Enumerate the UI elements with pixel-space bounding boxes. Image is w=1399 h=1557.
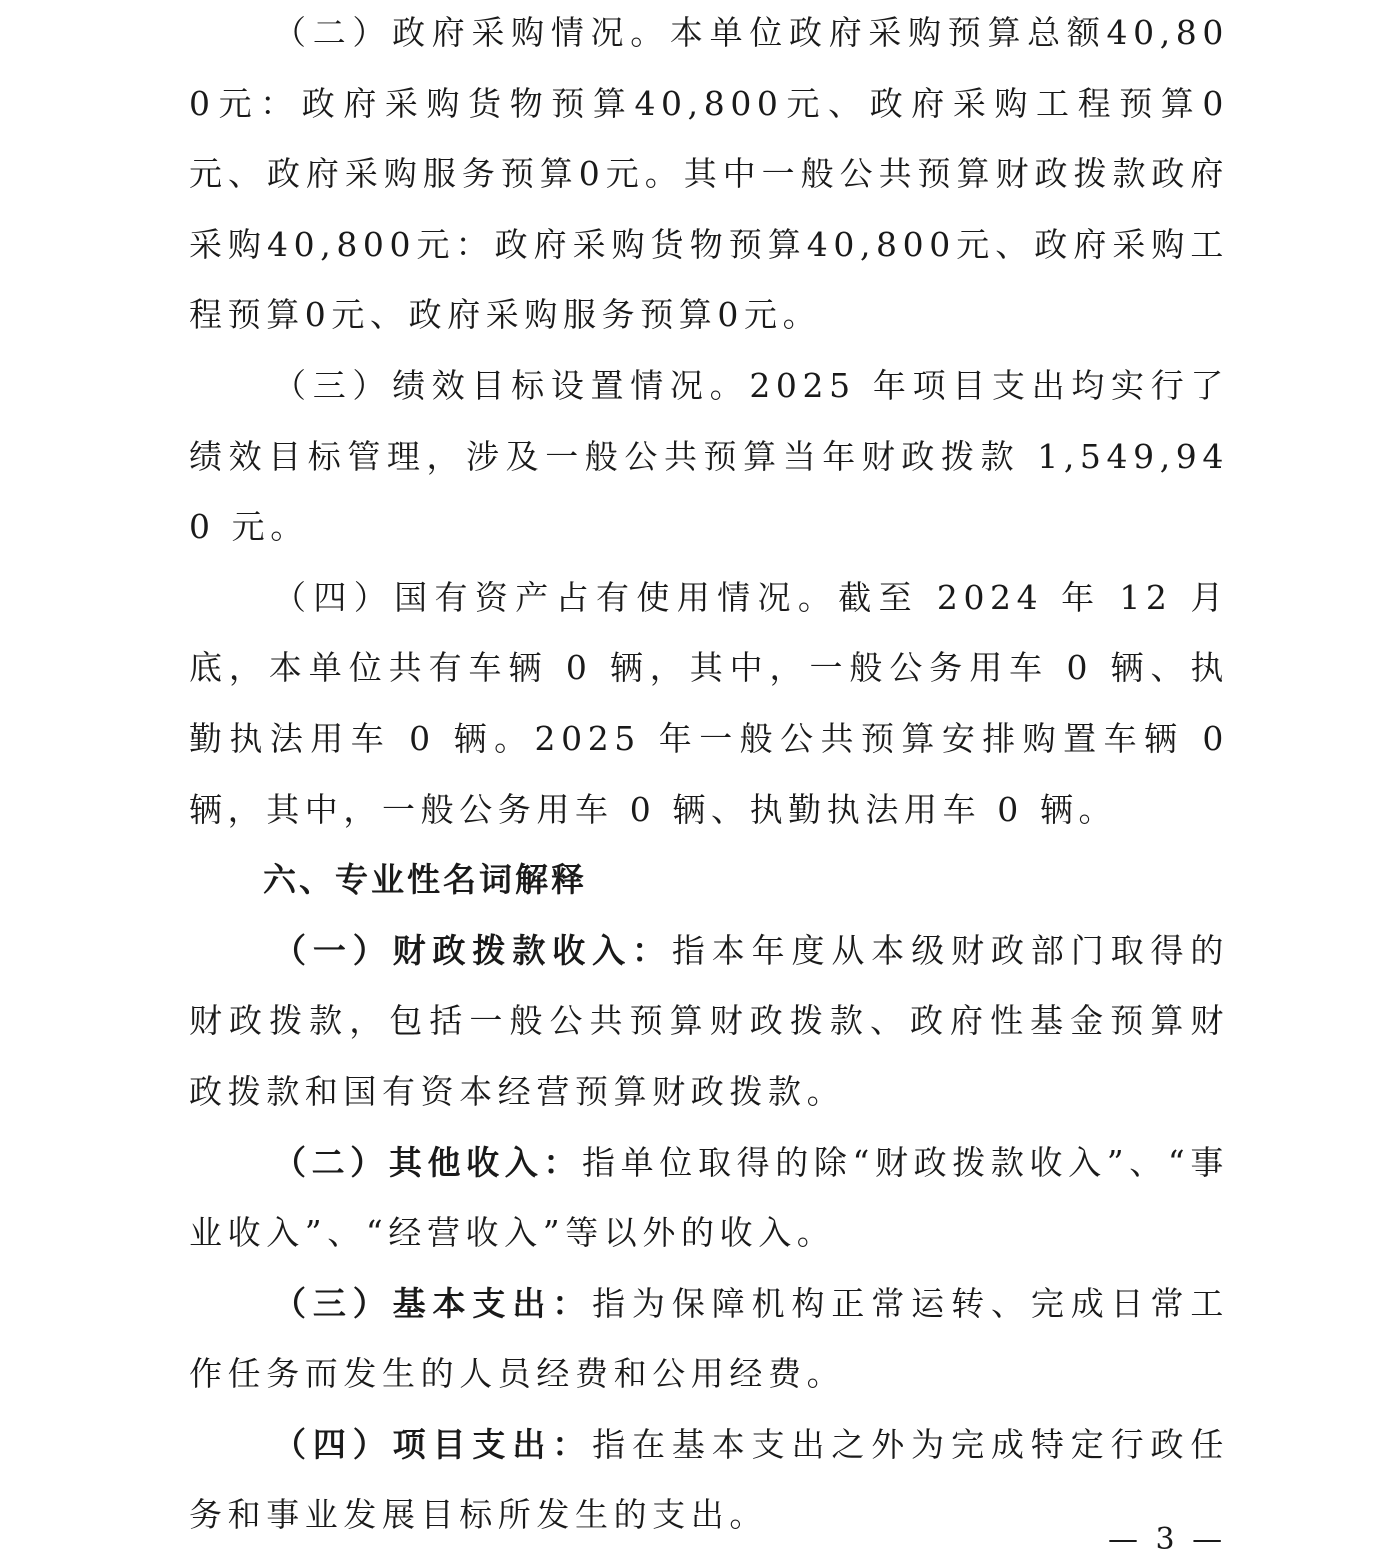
definition-term: （四）项目支出：	[273, 1424, 593, 1464]
definition-text: 指单位取得的除“财政拨款收入”、“事业收入”、“经营收入”等以外的收入。	[189, 1142, 1229, 1253]
paragraph-text: 截至 2024 年 12 月底，本单位共有车辆 0 辆，其中，一般公务用车 0 辆、执勤执法用车 0 辆。2025 年一般公共预算安排购置车辆 0 辆，其中，一般公务用车 0 辆、执勤执法用车 0 辆。	[189, 577, 1229, 829]
definition-project-expenditure	[189, 1410, 1229, 1551]
section-heading: 六、专业性名词解释	[263, 860, 587, 900]
paragraph-lead: （三）绩效目标设置情况。	[273, 365, 750, 405]
definition-text: 指本年度从本级财政部门取得的财政拨款，包括一般公共预算财政拨款、政府性基金预算财政拨款和国有资本经营预算财政拨款。	[189, 930, 1230, 1111]
paragraph-lead: （四）国有资产占有使用情况。	[273, 577, 839, 617]
paragraph-state-assets	[189, 563, 1229, 845]
paragraph-text: 2025 年项目支出均实行了绩效目标管理，涉及一般公共预算当年财政拨款 1,549,940 元。	[189, 365, 1230, 547]
paragraph-text: 本单位政府采购预算总额40,800元：政府采购货物预算40,800元、政府采购工程预算0元、政府采购服务预算0元。其中一般公共预算财政拨款政府采购40,800元：政府采购货物预算40,800元、政府采购工程预算0元、政府采购服务预算0元。	[189, 13, 1230, 335]
definition-term: （二）其他收入：	[273, 1142, 583, 1182]
definition-other-income	[189, 1128, 1229, 1269]
definition-text: 指为保障机构正常运转、完成日常工作任务而发生的人员经费和公用经费。	[189, 1283, 1229, 1394]
paragraph-performance-targets	[189, 351, 1229, 563]
paragraph-lead: （二）政府采购情况。	[273, 13, 670, 52]
definition-term: （三）基本支出：	[273, 1283, 593, 1323]
definition-basic-expenditure	[189, 1269, 1229, 1410]
definition-term: （一）财政拨款收入：	[273, 930, 672, 970]
definition-fiscal-appropriation-income	[189, 916, 1229, 1128]
document-body	[189, 0, 1229, 1551]
definition-text: 指在基本支出之外为完成特定行政任务和事业发展目标所发生的支出。	[189, 1424, 1229, 1535]
paragraph-government-procurement	[189, 0, 1229, 351]
page-number: — 3 —	[1108, 1522, 1227, 1557]
